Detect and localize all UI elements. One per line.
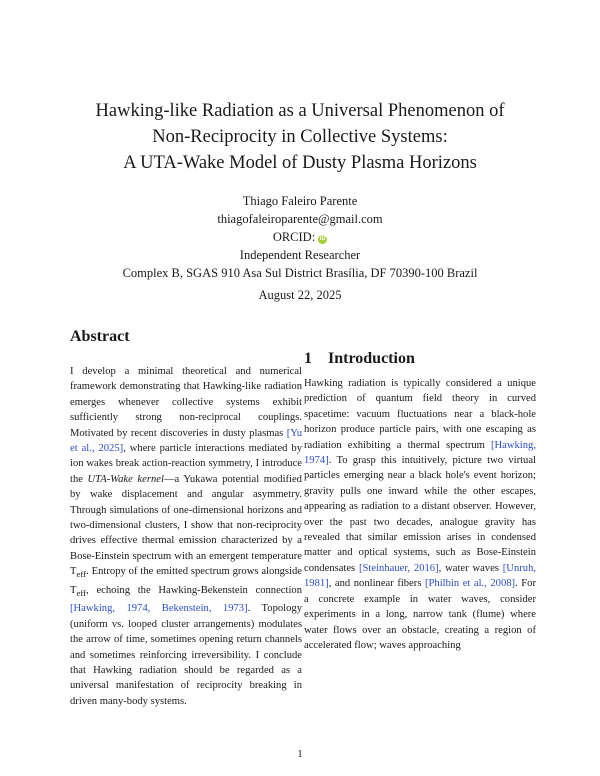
abstract-text: , echoing the Hawking-Bekenstein connection — [86, 584, 302, 596]
abstract-body — [70, 364, 302, 709]
citation-bracket-open: [ — [70, 603, 74, 615]
citation-bracket-close: ] — [244, 603, 248, 615]
introduction-body — [304, 376, 536, 653]
abstract-text: —a Yukawa potential modified by wake displacement and angular asymmetry. Through simulations of one-dimensional horizons and two-dimensional clusters, I show that non-reciprocity drives effective thermal emission characterized by a Bose-Einstein spectrum with an emergent temperature T — [70, 473, 302, 578]
left-column — [70, 326, 302, 709]
t-eff-subscript: eff — [76, 587, 87, 598]
abstract-text: . Entropy of the emitted spectrum grows alongside T — [70, 566, 302, 596]
author-name: Thiago Faleiro Parente — [242, 194, 358, 208]
introduction-heading — [304, 348, 536, 370]
intro-text: . To grasp this intuitively, picture two virtual particles emerging near a black hole's event horizon; gravity pulls one inward while the other escapes, appearing as radiation to a distant observer. However, over the past two decades, analogue gravity has revealed that similar emission arises in condensed matter and optical systems, such as Bose-Einstein condensates — [304, 455, 536, 574]
orcid-icon[interactable]: iD — [319, 236, 326, 242]
citation-separator: , — [147, 603, 162, 615]
orcid-label: ORCID: — [272, 230, 316, 244]
intro-text: Hawking radiation is typically considered a unique prediction of quantum field theory in curved spacetime: vacuum fluctuations near a black-hole horizon produce particle pairs, with one escaping as radiation exhibiting a thermal spectrum — [304, 378, 536, 451]
page-number: 1 — [297, 748, 303, 760]
citation-bekenstein[interactable]: Bekenstein, 1973 — [161, 603, 245, 615]
author-email[interactable]: thiagofaleiroparente@gmail.com — [217, 212, 383, 226]
author-block — [60, 192, 540, 282]
abstract-text: I develop a minimal theoretical and numerical framework demonstrating that Hawking-like radiation emerges whenever collective systems exhibit sufficiently strong non-reciprocal couplings. Motivated by recent discoveries in dusty plasmas — [70, 366, 302, 439]
paper-title — [60, 98, 540, 176]
citation-yu[interactable]: [Yu et al., 2025] — [70, 427, 302, 455]
right-column — [304, 327, 536, 653]
citation-unruh[interactable]: [Unruh, 1981] — [304, 562, 537, 590]
citation-philbin[interactable]: [Philbin et al., 2008] — [425, 578, 516, 590]
title-line-1: Hawking-like Radiation as a Universal Phenomenon of — [95, 101, 505, 121]
section-number: 1 — [304, 350, 312, 367]
intro-text: , water waves — [438, 562, 503, 574]
author-affiliation: Independent Researcher — [239, 248, 361, 262]
abstract-text: , where particle interactions mediated by ion wakes break action-reaction symmetry, I introduce the — [70, 443, 302, 485]
citation-hawking[interactable]: Hawking, 1974 — [73, 603, 148, 615]
title-line-2: Non-Reciprocity in Collective Systems: — [152, 127, 448, 147]
title-line-3: A UTA-Wake Model of Dusty Plasma Horizons — [123, 153, 477, 173]
author-address: Complex B, SGAS 910 Asa Sul District Brasília, DF 70390-100 Brazil — [122, 266, 478, 280]
kernel-name: UTA-Wake kernel — [87, 473, 164, 485]
section-title: Introduction — [328, 350, 415, 367]
abstract-heading: Abstract — [70, 328, 130, 345]
paper-date: August 22, 2025 — [258, 288, 342, 302]
intro-text: , and nonlinear fibers — [328, 578, 425, 590]
t-eff-subscript: eff — [76, 569, 87, 580]
citation-steinhauer[interactable]: [Steinhauer, 2016] — [359, 562, 439, 574]
abstract-text: . Topology (uniform vs. looped cluster arrangements) modulates the arrow of time, sometimes opening return channels and sometimes reinforcing irreversibility. I conclude that Hawking radiation should be regarded as a universal manifestation of reciprocity breaking in driven many-body systems. — [70, 603, 302, 707]
intro-text: . For a concrete example in water waves, consider experiments in a long, narrow tank (flume) where water flows over an obstacle, creating a region of accelerated flow; waves approaching — [304, 578, 537, 651]
citation-hawking[interactable]: [Hawking, 1974] — [304, 439, 536, 467]
orcid-line — [60, 228, 540, 246]
